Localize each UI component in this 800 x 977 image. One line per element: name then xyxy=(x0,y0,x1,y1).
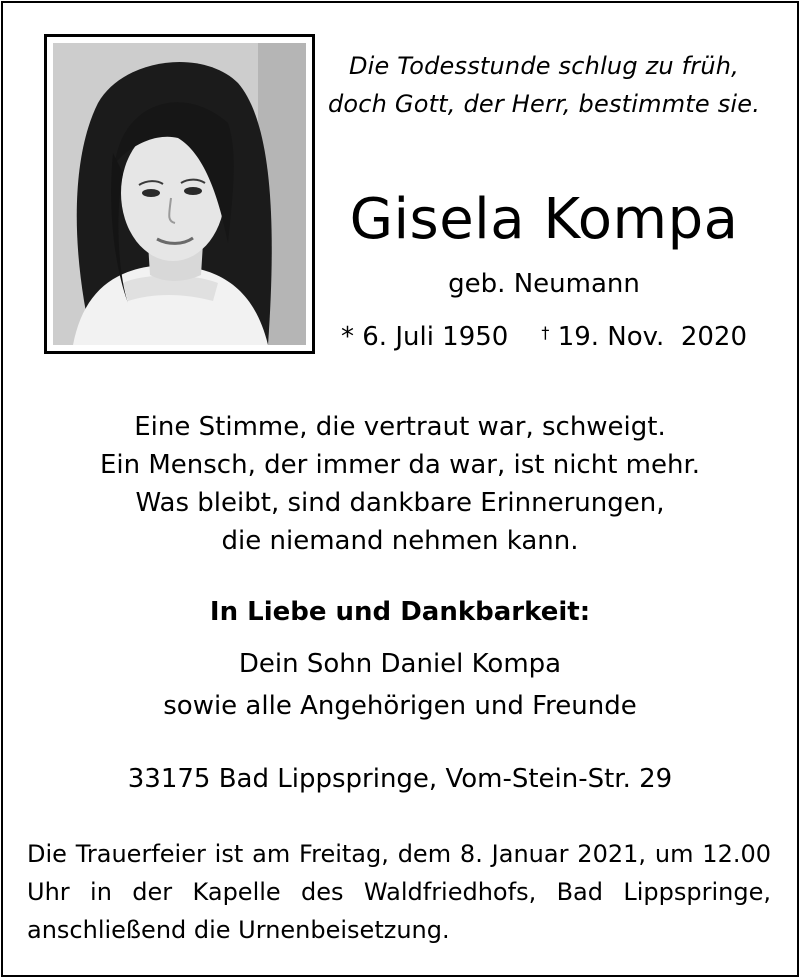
verse xyxy=(319,47,769,123)
mourner-others: sowie alle Angehörigen und Freunde xyxy=(163,691,637,721)
mourner-son: Dein Sohn Daniel Kompa xyxy=(238,649,562,679)
life-dates xyxy=(319,315,769,355)
poem-line: die niemand nehmen kann. xyxy=(221,526,579,556)
poem-line: Ein Mensch, der immer da war, ist nicht mehr. xyxy=(99,450,701,480)
funeral-service-text: Die Trauerfeier ist am Freitag, dem 8. Januar 2021, um 12.00 Uhr in der Kapelle des Waldfriedhofs, Bad Lippspringe, anschließend die Urnenbeisetzung. xyxy=(27,840,771,944)
address: 33175 Bad Lippspringe, Vom-Stein-Str. 29 xyxy=(127,764,673,794)
verse-line-1: Die Todesstunde schlug zu früh, xyxy=(348,52,740,80)
poem xyxy=(3,408,797,560)
birth-date: * 6. Juli 1950 xyxy=(340,322,509,352)
maiden-name: geb. Neumann xyxy=(448,269,640,299)
verse-line-2: doch Gott, der Herr, bestimmte sie. xyxy=(327,90,761,118)
mourners xyxy=(3,643,797,727)
poem-line: Was bleibt, sind dankbare Erinnerungen, xyxy=(135,488,665,518)
death-date: 19. Nov. 2020 xyxy=(557,322,747,352)
poem-line: Eine Stimme, die vertraut war, schweigt. xyxy=(134,412,666,442)
portrait-photo xyxy=(44,34,315,354)
obituary-frame xyxy=(1,1,799,977)
portrait-illustration xyxy=(53,43,306,345)
portrait-image xyxy=(53,43,306,345)
deceased-name: Gisela Kompa xyxy=(349,187,739,252)
cross-icon: † xyxy=(541,323,550,342)
thanks-heading: In Liebe und Dankbarkeit: xyxy=(209,597,591,627)
